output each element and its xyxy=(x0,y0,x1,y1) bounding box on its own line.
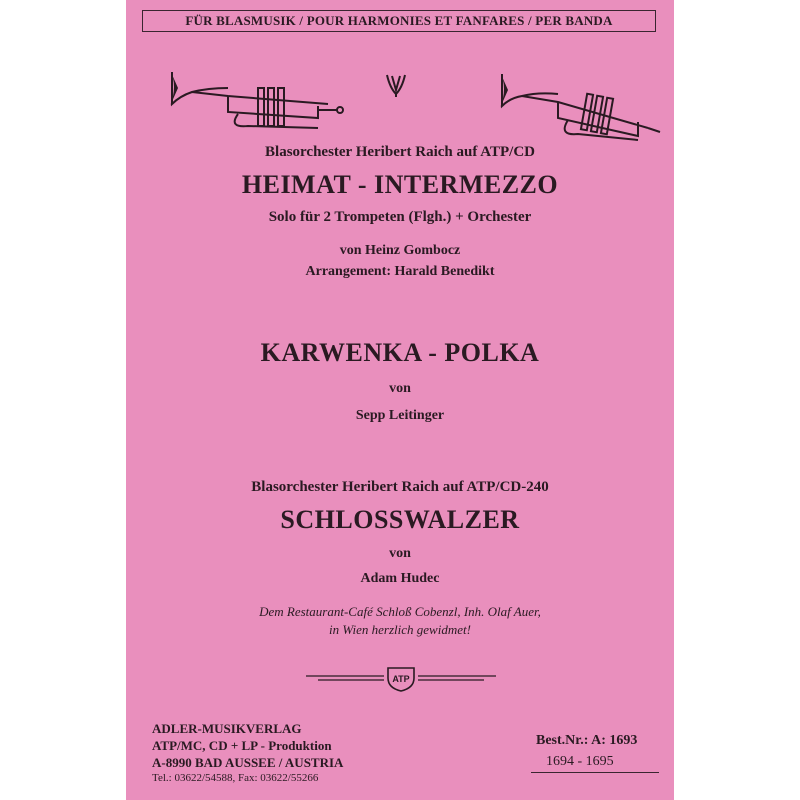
publisher-production: ATP/MC, CD + LP - Produktion xyxy=(152,738,332,753)
trumpet-icon xyxy=(168,66,344,136)
piece3-dedication-line1: Dem Restaurant-Café Schloß Cobenzl, Inh. Olaf Auer, xyxy=(259,604,541,619)
top-banner: FÜR BLASMUSIK / POUR HARMONIES ET FANFARES / PER BANDA xyxy=(142,10,656,32)
atp-logo-icon xyxy=(302,664,500,692)
piece3-dedication-line2: in Wien herzlich gewidmet! xyxy=(329,622,471,637)
piece1-title: HEIMAT - INTERMEZZO xyxy=(241,170,559,199)
piece1-composer: von Heinz Gombocz xyxy=(339,243,461,258)
cover-page xyxy=(126,0,674,800)
piece2-composer: Sepp Leitinger xyxy=(355,408,445,423)
trumpet-icon xyxy=(498,70,664,146)
order-range: 1694 - 1695 xyxy=(546,754,614,769)
piece1-subtitle: Solo für 2 Trompeten (Flgh.) + Orchester xyxy=(268,209,532,225)
lyre-ornament-icon xyxy=(384,72,408,98)
piece1-arranger: Arrangement: Harald Benedikt xyxy=(305,264,495,279)
order-underline xyxy=(531,772,659,773)
atp-logo-text: ATP xyxy=(392,674,410,684)
piece3-title: SCHLOSSWALZER xyxy=(280,505,520,534)
piece3-von: von xyxy=(389,546,411,561)
piece3-composer: Adam Hudec xyxy=(360,571,440,586)
order-number: Best.Nr.: A: 1693 xyxy=(536,733,638,748)
piece3-orchestra: Blasorchester Heribert Raich auf ATP/CD-240 xyxy=(251,479,549,495)
piece2-von: von xyxy=(389,381,411,396)
publisher-contact: Tel.: 03622/54588, Fax: 03622/55266 xyxy=(152,772,319,784)
publisher-address: A-8990 BAD AUSSEE / AUSTRIA xyxy=(152,755,344,770)
piece2-title: KARWENKA - POLKA xyxy=(260,338,540,367)
publisher-name: ADLER-MUSIKVERLAG xyxy=(152,721,302,736)
piece1-orchestra: Blasorchester Heribert Raich auf ATP/CD xyxy=(265,144,535,160)
